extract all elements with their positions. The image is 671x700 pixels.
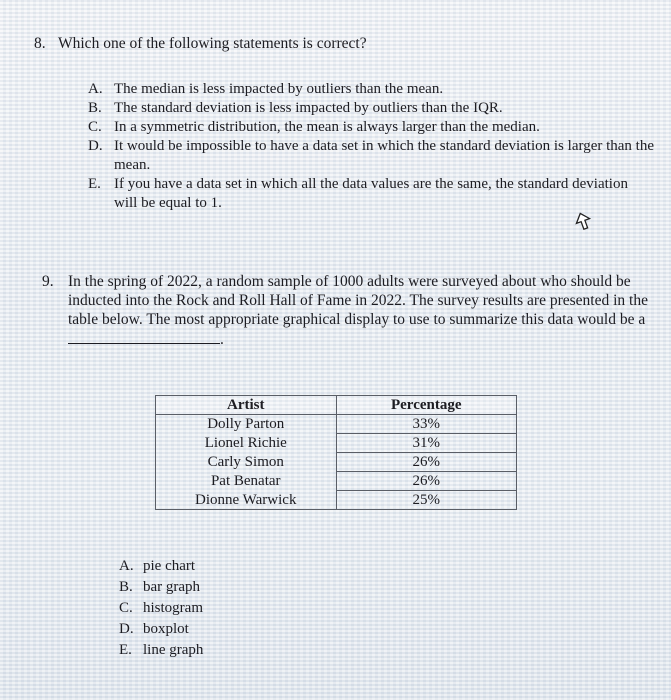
question-9-stem-wrap (68, 272, 666, 349)
option-letter: C. (88, 119, 102, 135)
option-text: histogram (143, 600, 203, 616)
artist-cell: Dionne Warwick (156, 491, 337, 510)
option-letter: D. (119, 621, 134, 637)
q8-option-b[interactable] (88, 99, 666, 118)
q9-option-d[interactable] (119, 619, 419, 640)
percentage-cell: 31% (336, 434, 517, 453)
q9-option-e[interactable] (119, 640, 419, 661)
option-text: pie chart (143, 558, 196, 574)
percentage-cell: 33% (336, 415, 517, 434)
q8-option-d[interactable] (88, 137, 666, 175)
table-row (156, 415, 517, 434)
header-artist: Artist (156, 396, 337, 415)
option-letter: A. (88, 81, 103, 97)
option-letter: A. (119, 558, 134, 574)
header-percentage: Percentage (336, 396, 517, 415)
question-8-number: 8. (34, 35, 46, 52)
option-text: bar graph (143, 579, 201, 595)
artist-cell: Dolly Parton (156, 415, 337, 434)
survey-results-table (155, 395, 517, 510)
option-text: The standard deviation is less impacted by outliers than the IQR. (114, 100, 503, 116)
option-letter: C. (119, 600, 133, 616)
percentage-cell: 26% (336, 453, 517, 472)
table-row (156, 491, 517, 510)
option-text: If you have a data set in which all the data values are the same, the standard deviation will be equal to 1. (114, 176, 628, 211)
artist-cell: Pat Benatar (156, 472, 337, 491)
option-text: The median is less impacted by outliers than the mean. (114, 81, 444, 97)
percentage-cell: 26% (336, 472, 517, 491)
option-letter: B. (119, 579, 133, 595)
table-row (156, 434, 517, 453)
artist-cell: Lionel Richie (156, 434, 337, 453)
option-text: It would be impossible to have a data set in which the standard deviation is larger than the mean. (114, 138, 654, 173)
table-row (156, 472, 517, 491)
q9-option-c[interactable] (119, 598, 419, 619)
table-header-row (156, 396, 517, 415)
answer-blank[interactable] (68, 329, 220, 344)
q9-option-b[interactable] (119, 577, 419, 598)
option-text: line graph (143, 642, 204, 658)
q8-option-c[interactable] (88, 118, 666, 137)
percentage-cell: 25% (336, 491, 517, 510)
option-letter: E. (88, 176, 101, 192)
q8-option-a[interactable] (88, 80, 666, 99)
question-8-options (88, 80, 666, 213)
question-9 (42, 272, 666, 349)
question-9-options (119, 556, 419, 661)
q9-option-a[interactable] (119, 556, 419, 577)
question-8 (34, 34, 654, 53)
stem-end: . (220, 331, 224, 348)
artist-cell: Carly Simon (156, 453, 337, 472)
table-row (156, 453, 517, 472)
question-8-stem: Which one of the following statements is correct? (58, 35, 367, 52)
option-letter: E. (119, 642, 132, 658)
option-letter: D. (88, 138, 103, 154)
option-letter: B. (88, 100, 102, 116)
q8-option-e[interactable] (88, 175, 666, 213)
arrow-cursor-icon (574, 212, 592, 230)
question-9-stem: In the spring of 2022, a random sample of 1000 adults were surveyed about who should be inducted into the Rock and Roll Hall of Fame in 2022. The survey results are presented in the table below. The most appropriate graphical display to use to summarize this data would be a (68, 273, 648, 328)
option-text: In a symmetric distribution, the mean is always larger than the median. (114, 119, 540, 135)
option-text: boxplot (143, 621, 189, 637)
question-9-number: 9. (42, 273, 54, 290)
